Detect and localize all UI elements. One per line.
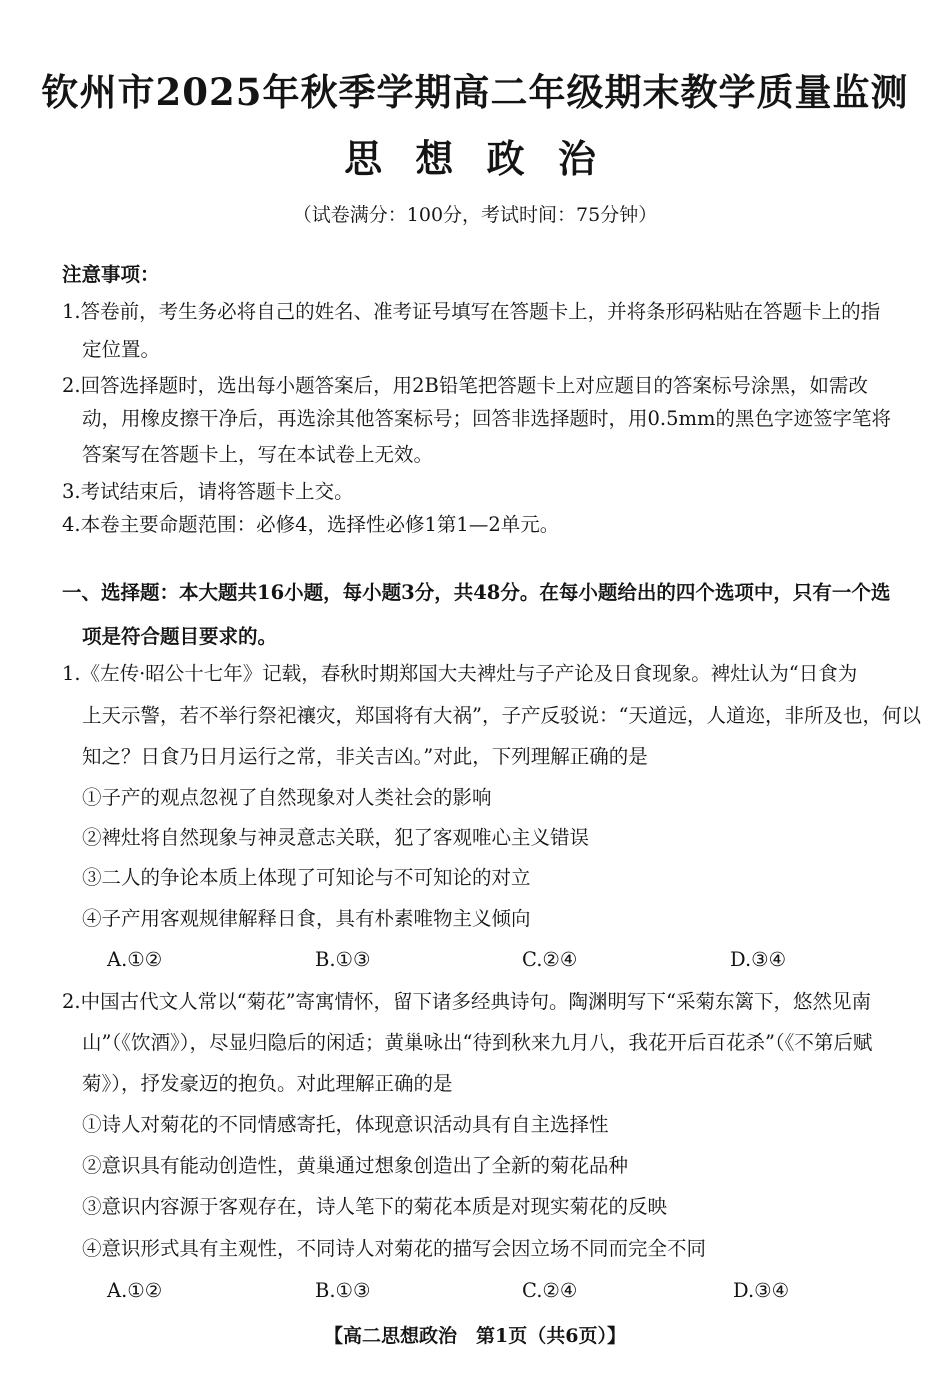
statement: ④意识形式具有主观性，不同诗人对菊花的描写会因立场不同而完全不同 bbox=[82, 1237, 707, 1260]
option-d: D.③④ bbox=[730, 948, 787, 971]
option-a: A.①② bbox=[107, 948, 163, 971]
notice-line: 答案写在答题卡上，写在本试卷上无效。 bbox=[82, 443, 434, 466]
subject-title: 思 想 政 治 bbox=[344, 136, 606, 181]
option-d: D.③④ bbox=[733, 1279, 790, 1302]
statement: ①诗人对菊花的不同情感寄托，体现意识活动具有自主选择性 bbox=[82, 1113, 609, 1136]
question-stem: 1.《左传·昭公十七年》记载，春秋时期郑国大夫裨灶与子产论及日食现象。裨灶认为“日食为 bbox=[62, 662, 858, 685]
statement: ①子产的观点忽视了自然现象对人类社会的影响 bbox=[82, 786, 492, 809]
statement: ②裨灶将自然现象与神灵意志关联，犯了客观唯心主义错误 bbox=[82, 826, 590, 849]
page-footer: 【高二思想政治 第1页（共6页）】 bbox=[324, 1325, 626, 1347]
option-b: B.①③ bbox=[315, 948, 371, 971]
statement: ③二人的争论本质上体现了可知论与不可知论的对立 bbox=[82, 866, 531, 889]
notice-line: 2.回答选择题时，选出每小题答案后，用2B铅笔把答题卡上对应题目的答案标号涂黑，如需改 bbox=[62, 374, 868, 397]
notice-line: 1.答卷前，考生务必将自己的姓名、准考证号填写在答题卡上，并将条形码粘贴在答题卡上的指 bbox=[62, 300, 881, 323]
notice-line: 动，用橡皮擦干净后，再选涂其他答案标号；回答非选择题时，用0.5mm的黑色字迹签字笔将 bbox=[82, 407, 891, 430]
section-heading: 一、选择题：本大题共16小题，每小题3分，共48分。在每小题给出的四个选项中，只有一个选 bbox=[62, 581, 891, 604]
option-a: A.①② bbox=[107, 1279, 163, 1302]
option-c: C.②④ bbox=[522, 948, 578, 971]
statement: ②意识具有能动创造性，黄巢通过想象创造出了全新的菊花品种 bbox=[82, 1154, 629, 1177]
notice-line: 3.考试结束后，请将答题卡上交。 bbox=[62, 480, 354, 503]
question-stem: 知之？日食乃日月运行之常，非关吉凶。”对此，下列理解正确的是 bbox=[82, 745, 648, 768]
statement: ③意识内容源于客观存在，诗人笔下的菊花本质是对现实菊花的反映 bbox=[82, 1195, 668, 1218]
question-stem: 菊》），抒发豪迈的抱负。对此理解正确的是 bbox=[82, 1072, 453, 1095]
notice-line: 定位置。 bbox=[82, 338, 161, 361]
exam-title: 钦州市2025年秋季学期高二年级期末教学质量监测 bbox=[41, 70, 909, 114]
section-heading-cont: 项是符合题目要求的。 bbox=[82, 625, 278, 648]
statement: ④子产用客观规律解释日食，具有朴素唯物主义倾向 bbox=[82, 907, 531, 930]
exam-info: （试卷满分：100分，考试时间：75分钟） bbox=[292, 204, 658, 226]
notice-line: 4.本卷主要命题范围：必修4，选择性必修1第1—2单元。 bbox=[62, 513, 560, 536]
option-c: C.②④ bbox=[522, 1279, 578, 1302]
question-stem: 山”（《饮酒》），尽显归隐后的闲适；黄巢咏出“待到秋来九月八，我花开后百花杀”（《不第后赋 bbox=[82, 1031, 873, 1054]
question-stem: 2.中国古代文人常以“菊花”寄寓情怀，留下诸多经典诗句。陶渊明写下“采菊东篱下，悠然见南 bbox=[62, 990, 872, 1013]
notice-heading: 注意事项： bbox=[62, 263, 160, 286]
option-b: B.①③ bbox=[315, 1279, 371, 1302]
question-stem: 上天示警，若不举行祭祀禳灾，郑国将有大祸”，子产反驳说：“天道远，人道迩，非所及也，何以 bbox=[82, 704, 921, 727]
